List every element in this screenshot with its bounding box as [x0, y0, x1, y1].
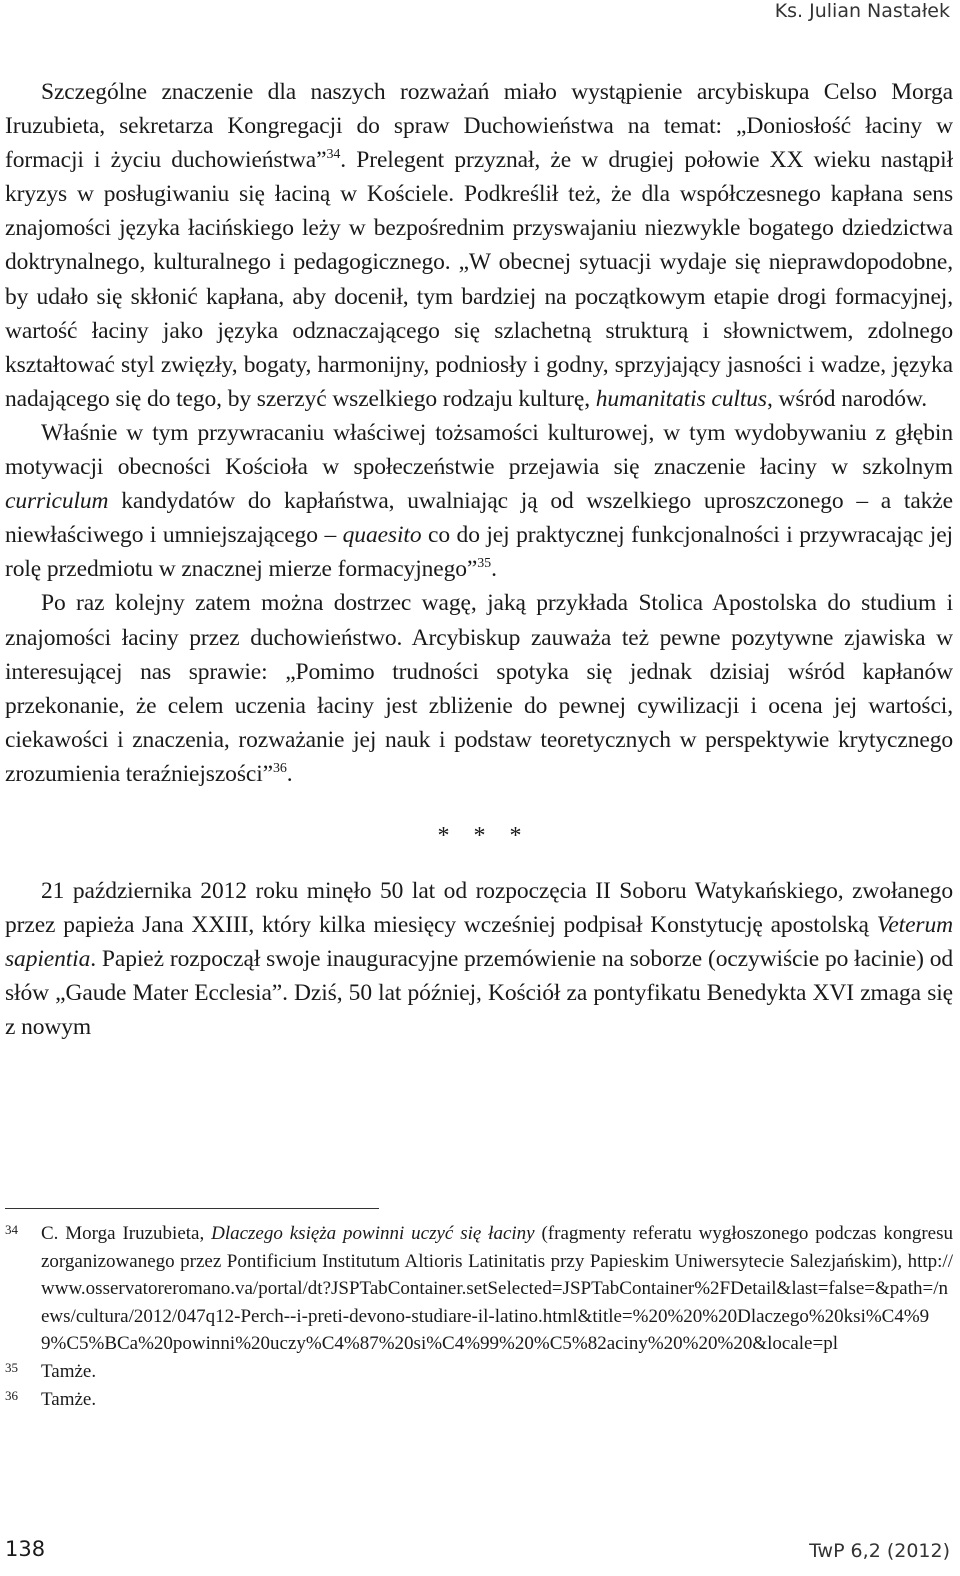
italic-term-curriculum: curriculum [5, 488, 109, 515]
paragraph-1-text-c: , wśród narodów. [766, 385, 928, 412]
footnotes [5, 1220, 953, 1413]
paragraph-4-text-a: 21 października 2012 roku minęło 50 lat od rozpoczęcia II Soboru Watykańskiego, zwołanego przez papieża Jana XXIII, który kilka miesięcy wcześniej podpisał Konstytucję apostolską [5, 878, 953, 939]
paragraph-2-text-a: Właśnie w tym przywracaniu właściwej tożsamości kulturowej, w tym wydobywaniu z głębin motywacji obecności Kościoła w społeczeństwie przejawia się znaczenie łaciny w szkolnym [5, 419, 953, 481]
footnote-description: (fragmenty referatu wygłoszonego podczas kongresu zorganizowanego przez Pontificium Institutum Altioris Latinitatis przy Papieskim Uniwersytecie Salezjańskim), [41, 1223, 953, 1272]
footnote-divider [5, 1208, 379, 1209]
footnote-number: 34 [5, 1222, 18, 1237]
main-text [5, 75, 953, 1045]
footnote-url-link[interactable]: http://www.osservatoreromano.va/portal/dt?JSPTabContainer.setSelected=JSPTabContainer%2FDetail&last=false=&path=/news/cultura/2012/047q12-Perch--i-preti-devono-studiare-il-latino.html&title=%20%20%20Dlaczego%20ksi%C4%99%C5%BCa%20powinni%20uczy%C4%87%20si%C4%99%20%C5%82aciny%20%20%20&locale=pl [41, 1250, 953, 1355]
paragraph-2-text-c: co do jej praktycznej funkcjonalności i przywracając jej rolę przedmiotu w znacznej mierze formacyjnego” [5, 522, 953, 583]
paragraph-1 [5, 75, 953, 416]
footnote-text [41, 1220, 953, 1358]
italic-term-humanitatis: humanitatis cultus [595, 385, 767, 412]
footnote-ref-36[interactable]: 36 [272, 760, 287, 776]
paragraph-4 [5, 874, 953, 1044]
page-number: 138 [5, 1537, 46, 1561]
running-head: Ks. Julian Nastałek [774, 0, 950, 22]
paragraph-2 [5, 416, 953, 586]
paragraph-1-text-b: . Prelegent przyznał, że w drugiej połowie XX wieku nastąpił kryzys w posługiwaniu się łaciną w Kościele. Podkreślił też, że dla współczesnego kapłana sens znajomości języka łacińskiego leży w bezpośrednim przyswajaniu niezwykle bogatego dziedzictwa doktrynalnego, kulturalnego i pedagogicznego. „W obecnej sytuacji wydaje się nieprawdopodobne, by udało się skłonić kapłana, aby docenił, tym bardziej na początkowym etapie drogi formacyjnej, wartość łaciny jako języka odznaczającego się szlachetną strukturą i słownictwem, zdolnego kształtować styl zwięzły, bogaty, harmonijny, podniosły i godny, sprzyjający jasności i wadze, języka nadającego się do tego, by szerzyć wszelkiego rodzaju kulturę, [5, 147, 953, 412]
paragraph-2-text-d: . [491, 556, 497, 583]
paragraph-4-text-b: . Papież rozpoczął swoje inauguracyjne przemówienie na soborze (oczywiście po łacinie) od słów „Gaude Mater Ecclesia”. Dziś, 50 lat później, Kościół za pontyfikatu Benedykta XVI zmaga się z nowym [5, 946, 953, 1041]
journal-reference: TwP 6,2 (2012) [809, 1540, 950, 1562]
footnote-ref-34[interactable]: 34 [326, 147, 341, 163]
footnote-35 [5, 1358, 953, 1386]
footnote-text: Tamże. [41, 1388, 97, 1410]
footnote-author: C. Morga Iruzubieta, [41, 1223, 212, 1244]
footnote-number: 35 [5, 1359, 18, 1375]
paragraph-3-text-b: . [286, 760, 293, 787]
paragraph-2-text-b: kandydatów do kapłaństwa, uwalniając ją od wszelkiego uproszczonego – a także niewłaściwego i umniejszającego – [5, 488, 953, 549]
italic-term-quaesito: quaesito [342, 522, 422, 549]
footnote-36 [5, 1386, 953, 1414]
section-separator: * * * [437, 822, 531, 849]
footnote-ref-35[interactable]: 35 [477, 556, 492, 572]
footnote-34 [5, 1220, 953, 1358]
paragraph-3-text-a: Po raz kolejny zatem można dostrzec wagę, jaką przykłada Stolica Apostolska do studium i znajomości łaciny przez duchowieństwo. Arcybiskup zauważa też pewne pozytywne zjawiska w interesującej nas sprawie: „Pomimo trudności spotyka się jednak dzisiaj wśród kapłanów przekonanie, że celem uczenia łaciny jest zbliżenie do pewnej cywilizacji i ocena jej wartości, ciekawości i znaczenia, rozważanie jej nauk i podstaw teoretycznych w perspektywie krytycznego zrozumienia teraźniejszości” [5, 590, 953, 787]
footnote-title: Dlaczego księża powinni uczyć się łaciny [211, 1223, 535, 1244]
paragraph-3 [5, 586, 953, 791]
footnote-number: 36 [5, 1387, 18, 1403]
footnote-text: Tamże. [41, 1360, 97, 1382]
italic-title-veterum-sapientia: Veterum sapientia [5, 912, 953, 973]
paragraph-1-text-a: Szczególne znaczenie dla naszych rozważań miało wystąpienie arcybiskupa Celso Morga Iruzubieta, sekretarza Kongregacji do spraw Duchowieństwa na temat: „Doniosłość łaciny w formacji i życiu duchowieństwa” [5, 79, 953, 174]
